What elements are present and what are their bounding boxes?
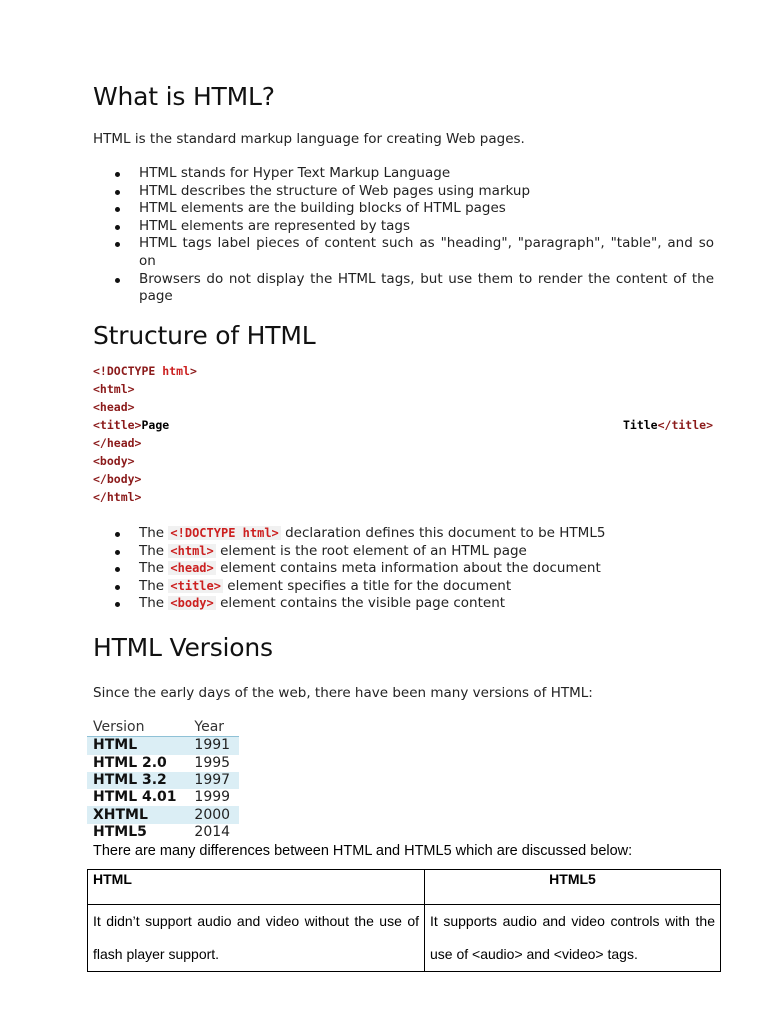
- inline-code: <html>: [170, 543, 214, 558]
- list-item: The <html> element is the root element of an HTML page: [0, 543, 714, 561]
- bullet-icon: [115, 278, 120, 283]
- table-row: HTML 3.2 1997: [87, 772, 239, 789]
- list-item: HTML stands for Hyper Text Markup Language: [0, 165, 714, 183]
- column-header-html: HTML: [88, 870, 425, 905]
- list-item: Browsers do not display the HTML tags, but use them to render the content of the page: [0, 271, 714, 306]
- inline-code: <head>: [170, 561, 214, 576]
- bullet-icon: [115, 585, 120, 590]
- bullet-icon: [115, 550, 120, 555]
- list-item: HTML elements are represented by tags: [0, 218, 714, 236]
- bullet-icon: [115, 532, 120, 537]
- list-item: HTML tags label pieces of content such as "heading", "paragraph", "table", and so on: [0, 235, 714, 270]
- heading-html-versions: HTML Versions: [93, 633, 273, 662]
- comparison-table: [87, 869, 721, 972]
- list-item: The <!DOCTYPE html> declaration defines this document to be HTML5: [0, 525, 714, 543]
- column-header-year: Year: [188, 719, 239, 737]
- heading-structure-of-html: Structure of HTML: [93, 321, 316, 350]
- structure-notes-list: [0, 525, 768, 613]
- versions-table: [87, 719, 239, 841]
- list-item: The <title> element specifies a title for the document: [0, 578, 714, 596]
- list-item: HTML describes the structure of Web pages using markup: [0, 183, 714, 201]
- inline-code: <title>: [170, 578, 221, 593]
- code-line: <body>: [93, 454, 135, 468]
- list-item: HTML elements are the building blocks of HTML pages: [0, 200, 714, 218]
- code-line: </body>: [93, 472, 142, 486]
- bullet-icon: [115, 190, 120, 195]
- bullet-icon: [115, 602, 120, 607]
- table-row: HTML 2.0 1995: [93, 754, 231, 771]
- code-line: <title>Page Title</title>: [93, 418, 713, 432]
- differences-note: There are many differences between HTML and HTML5 which are discussed below:: [93, 843, 633, 859]
- bullet-icon: [115, 225, 120, 230]
- table-header-row: [87, 719, 239, 737]
- list-item: The <head> element contains meta information about the document: [0, 560, 714, 578]
- code-line: </head>: [93, 436, 142, 450]
- code-line: </html>: [93, 490, 142, 504]
- html-cell: It didn’t support audio and video without the use of flash player support.: [88, 905, 425, 972]
- html-facts-list: [0, 165, 768, 306]
- inline-code: <!DOCTYPE html>: [170, 526, 279, 540]
- table-row: HTML 1991: [87, 737, 239, 755]
- bullet-icon: [115, 207, 120, 212]
- versions-intro: Since the early days of the web, there have been many versions of HTML:: [93, 685, 593, 701]
- bullet-icon: [115, 567, 120, 572]
- list-item: The <body> element contains the visible page content: [0, 595, 714, 613]
- table-row: HTML 4.01 1999: [93, 789, 231, 806]
- html5-cell: It supports audio and video controls with the use of <audio> and <video> tags.: [425, 905, 721, 972]
- table-row: HTML5 2014: [93, 823, 231, 840]
- column-header-version: Version: [87, 719, 188, 737]
- code-line: <html>: [93, 382, 135, 396]
- table-header-row: [88, 870, 721, 905]
- code-line: <head>: [93, 400, 135, 414]
- inline-code: <body>: [170, 596, 214, 611]
- bullet-icon: [115, 242, 120, 247]
- bullet-icon: [115, 172, 120, 177]
- code-block: [93, 362, 713, 506]
- table-row: [88, 905, 721, 972]
- column-header-html5: HTML5: [425, 870, 721, 905]
- code-line: <!DOCTYPE html>: [93, 364, 197, 378]
- heading-what-is-html: What is HTML?: [93, 82, 275, 111]
- table-row: XHTML 2000: [87, 806, 239, 823]
- intro-paragraph: HTML is the standard markup language for creating Web pages.: [93, 131, 525, 147]
